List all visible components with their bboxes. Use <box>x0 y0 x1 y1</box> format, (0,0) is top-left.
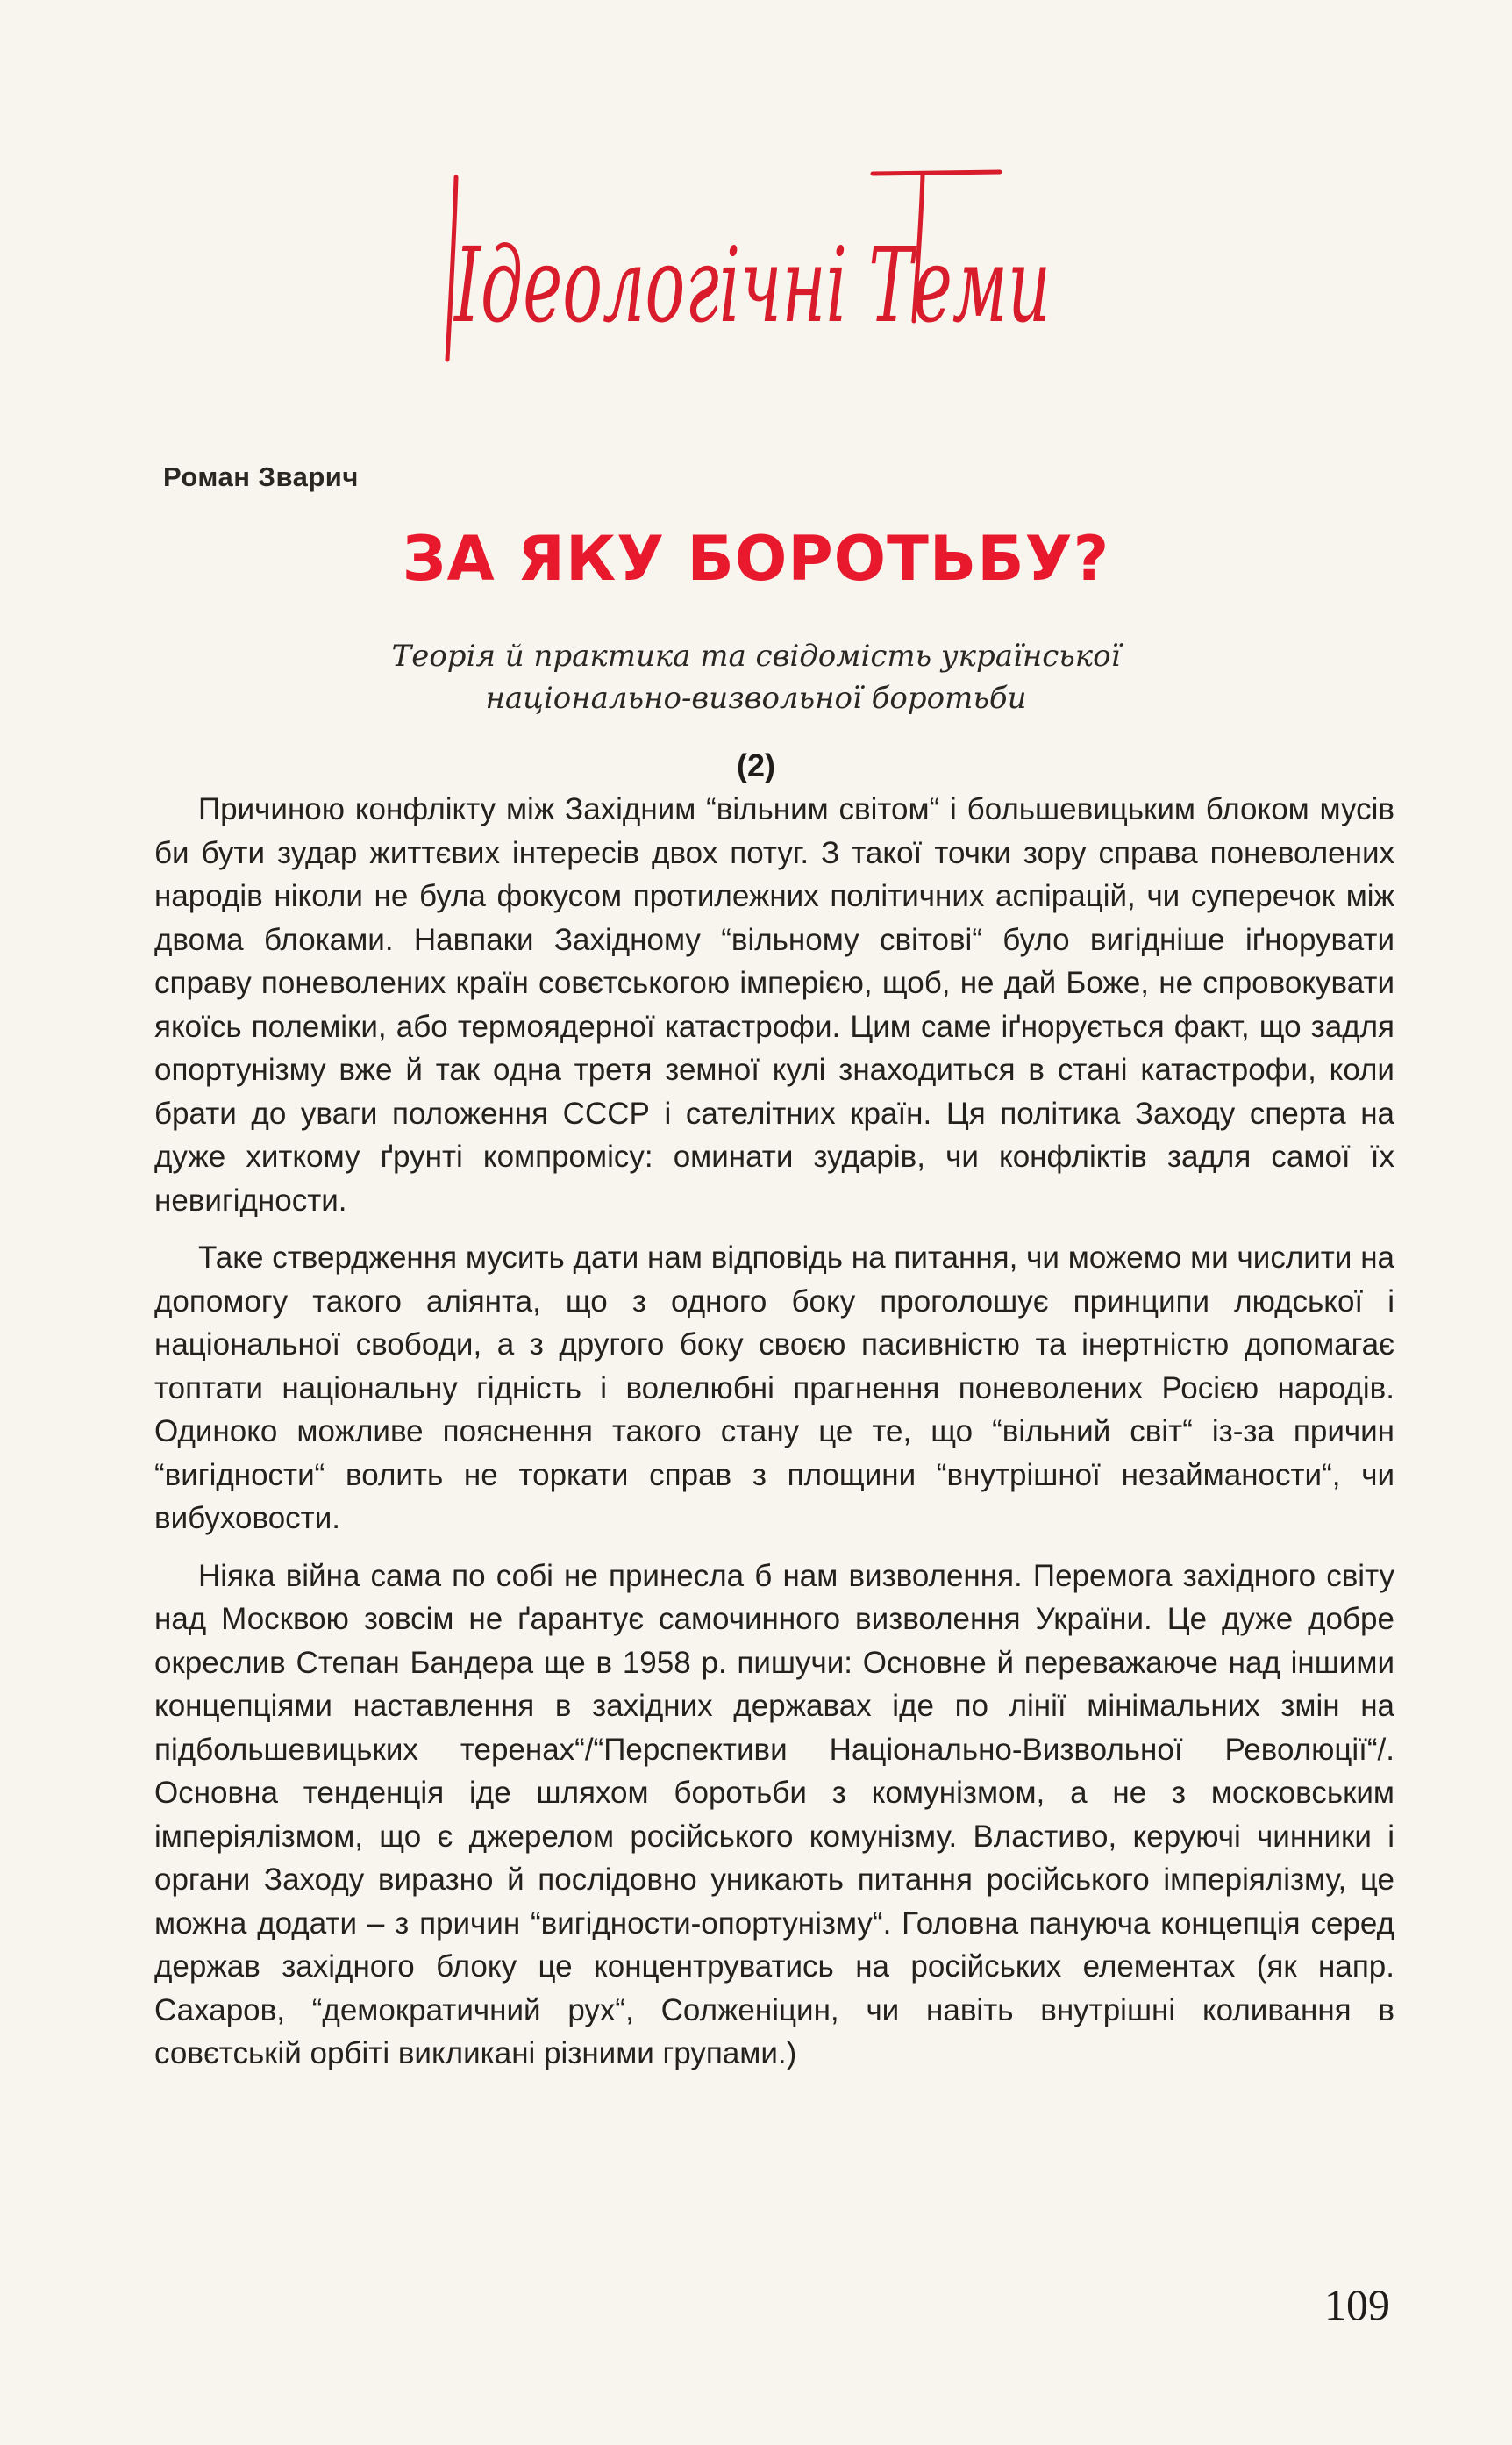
article-body <box>154 788 1394 2090</box>
article-title: ЗА ЯКУ БОРОТЬБУ? <box>402 523 1110 595</box>
paragraph: Таке ствердження мусить дати нам відповідь на питання, чи можемо ми числити на допомогу такого аліянта, що з одного боку проголошує принципи людської і національної свободи, а з другого боку своєю пасивністю та інертністю допомагає топтати національну гідність і волелюбні прагнення поневолених Росією народів. Одиноко можливе пояснення такого стану це те, що “вільний світ“ із-за причин “вигідности“ волить не торкати справ з площини “внутрішної незайманости“, чи вибуховости. <box>154 1240 1394 1535</box>
author-name: Роман Зварич <box>163 461 359 492</box>
part-number: (2) <box>737 747 775 783</box>
section-header-text: Ідеологічні Теми <box>453 225 1051 346</box>
article-subtitle <box>0 635 1512 719</box>
paragraph: Причиною конфлікту між Західним “вільним світом“ і большевицьким блоком мусів би бути зудар життєвих інтересів двох потуг. З такої точки зору справа поневолених народів ніколи не була фокусом протилежних політичних аспірацій, чи суперечок між двома блоками. Навпаки Західному “вільному світові“ було вигідніше іґнорувати справу поневолених країн совєтськогою імперією, щоб, не дай Боже, не спровокувати якоїсь полеміки, або термоядерної катастрофи. Цим саме іґнорується факт, що задля опортунізму вже й так одна третя земної кулі знаходиться в стані катастрофи, коли брати до уваги положення СССР і сателітних країн. Ця політика Заходу сперта на дуже хиткому ґрунті компромісу: оминати зударів, чи конфліктів задля самої їх невигідности. <box>154 792 1394 1218</box>
subtitle-line-1: Теорія й практика та свідомість української <box>391 639 1121 674</box>
page-number: 109 <box>1324 2280 1390 2329</box>
section-header-art <box>403 158 1123 421</box>
paragraph: Ніяка війна сама по собі не принесла б нам визволення. Перемога західного світу над Москвою зовсім не ґарантує самочинного визволення України. Це дуже добре окреслив Степан Бандера ще в 1958 р. пишучи: Основне й переважаюче над іншими концепціями наставлення в західних державах іде по лінії мінімальних змін на підбольшевицьких теренах“/“Перспективи Національно-Визвольної Революції“/. Основна тенденція іде шляхом боротьби з комунізмом, а не з московським імперіялізмом, що є джерелом російського комунізму. Властиво, керуючі чинники і органи Заходу виразно й послідовно уникають питання російського імперіялізму, це можна додати – з причин “вигідности-опортунізму“. Головна пануюча концепція серед держав західного блоку це концентруватись на російських елементах (як напр. Сахаров, “демократичний рух“, Солженіцин, чи навіть внутрішні коливання в совєтській орбіті викликані різними групами.) <box>154 1558 1394 2070</box>
subtitle-line-2: національно-визвольної боротьби <box>485 681 1027 716</box>
section-header-logo <box>403 158 1123 421</box>
